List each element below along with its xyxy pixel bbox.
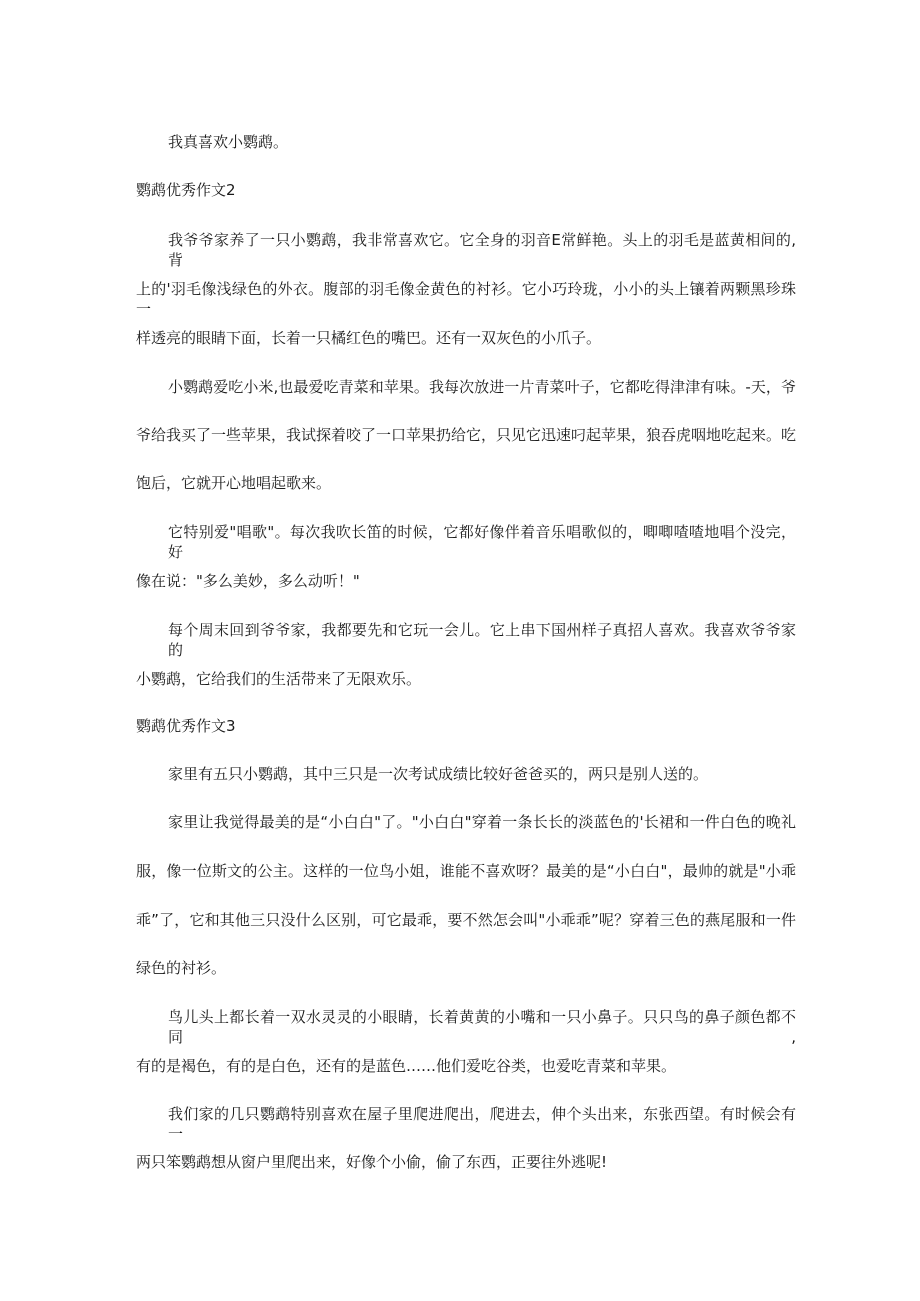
section-heading: 鹦鹉优秀作文3 bbox=[136, 717, 236, 735]
paragraph-line: 我真喜欢小鹦鹉。 bbox=[168, 133, 289, 151]
paragraph-line: 乖”了，它和其他三只没什么区别，可它最乖，要不然怎会叫"小乖乖”呢？穿着三色的燕尾服和一件 bbox=[136, 911, 796, 929]
paragraph-line: 我爷爷家养了一只小鹦鹉，我非常喜欢它。它全身的羽音E常鲜艳。头上的羽毛是蓝黄相间的,背 bbox=[168, 231, 796, 269]
paragraph-line: 每个周末回到爷爷家，我都要先和它玩一会儿。它上串下国州样子真招人喜欢。我喜欢爷爷家的 bbox=[168, 621, 796, 659]
paragraph-line: 绿色的衬衫。 bbox=[136, 959, 227, 977]
paragraph-line: 像在说："多么美妙，多么动听！" bbox=[136, 572, 360, 590]
paragraph-line: 饱后，它就开心地唱起歌来。 bbox=[136, 474, 332, 492]
paragraph-line: 上的'羽毛像浅绿色的外衣。腹部的羽毛像金黄色的衬衫。它小巧玲珑，小小的头上镶着两颗黑珍珠一 bbox=[136, 280, 796, 318]
paragraph-line: 小鹦鹉，它给我们的生活带来了无限欢乐。 bbox=[136, 670, 422, 688]
section-heading: 鹦鹉优秀作文2 bbox=[136, 181, 236, 199]
paragraph-line: 它特别爱"唱歌"。每次我吹长笛的时候，它都好像伴着音乐唱歌似的，唧唧喳喳地唱个没完，好 bbox=[168, 523, 796, 561]
paragraph-line: 鸟儿头上都长着一双水灵灵的小眼睛，长着黄黄的小嘴和一只小鼻子。只只鸟的鼻子颜色都不同, bbox=[168, 1008, 796, 1046]
paragraph-line: 样透亮的眼睛下面，长着一只橘红色的嘴巴。还有一双灰色的小爪子。 bbox=[136, 329, 602, 347]
paragraph-line: 有的是褐色，有的是白色，还有的是蓝色……他们爱吃谷类，也爱吃青菜和苹果。 bbox=[136, 1057, 677, 1075]
paragraph-line: 家里有五只小鹦鹉，其中三只是一次考试成绩比较好爸爸买的，两只是别人送的。 bbox=[168, 765, 709, 783]
paragraph-line: 服，像一位斯文的公主。这样的一位鸟小姐，谁能不喜欢呀？最美的是“小白白"，最帅的就是"小乖 bbox=[136, 862, 796, 880]
paragraph-line: 家里让我觉得最美的是“小白白"了。"小白白"穿着一条长长的淡蓝色的'长裙和一件白色的晚礼 bbox=[168, 813, 796, 831]
paragraph-line: 小鹦鹉爱吃小米,也最爱吃青菜和苹果。我每次放进一片青菜叶子，它都吃得津津有味。-天，爷 bbox=[168, 378, 796, 396]
paragraph-line: 爷给我买了一些苹果，我试探着咬了一口苹果扔给它，只见它迅速叼起苹果，狼吞虎咽地吃起来。吃 bbox=[136, 426, 797, 444]
paragraph-line: 我们家的几只鹦鹉特别喜欢在屋子里爬进爬出，爬进去，伸个头出来，东张西望。有时候会有一 bbox=[168, 1105, 796, 1143]
paragraph-line: 两只笨鹦鹉想从窗户里爬出来，好像个小偷，偷了东西，正要往外逃呢! bbox=[136, 1153, 608, 1171]
